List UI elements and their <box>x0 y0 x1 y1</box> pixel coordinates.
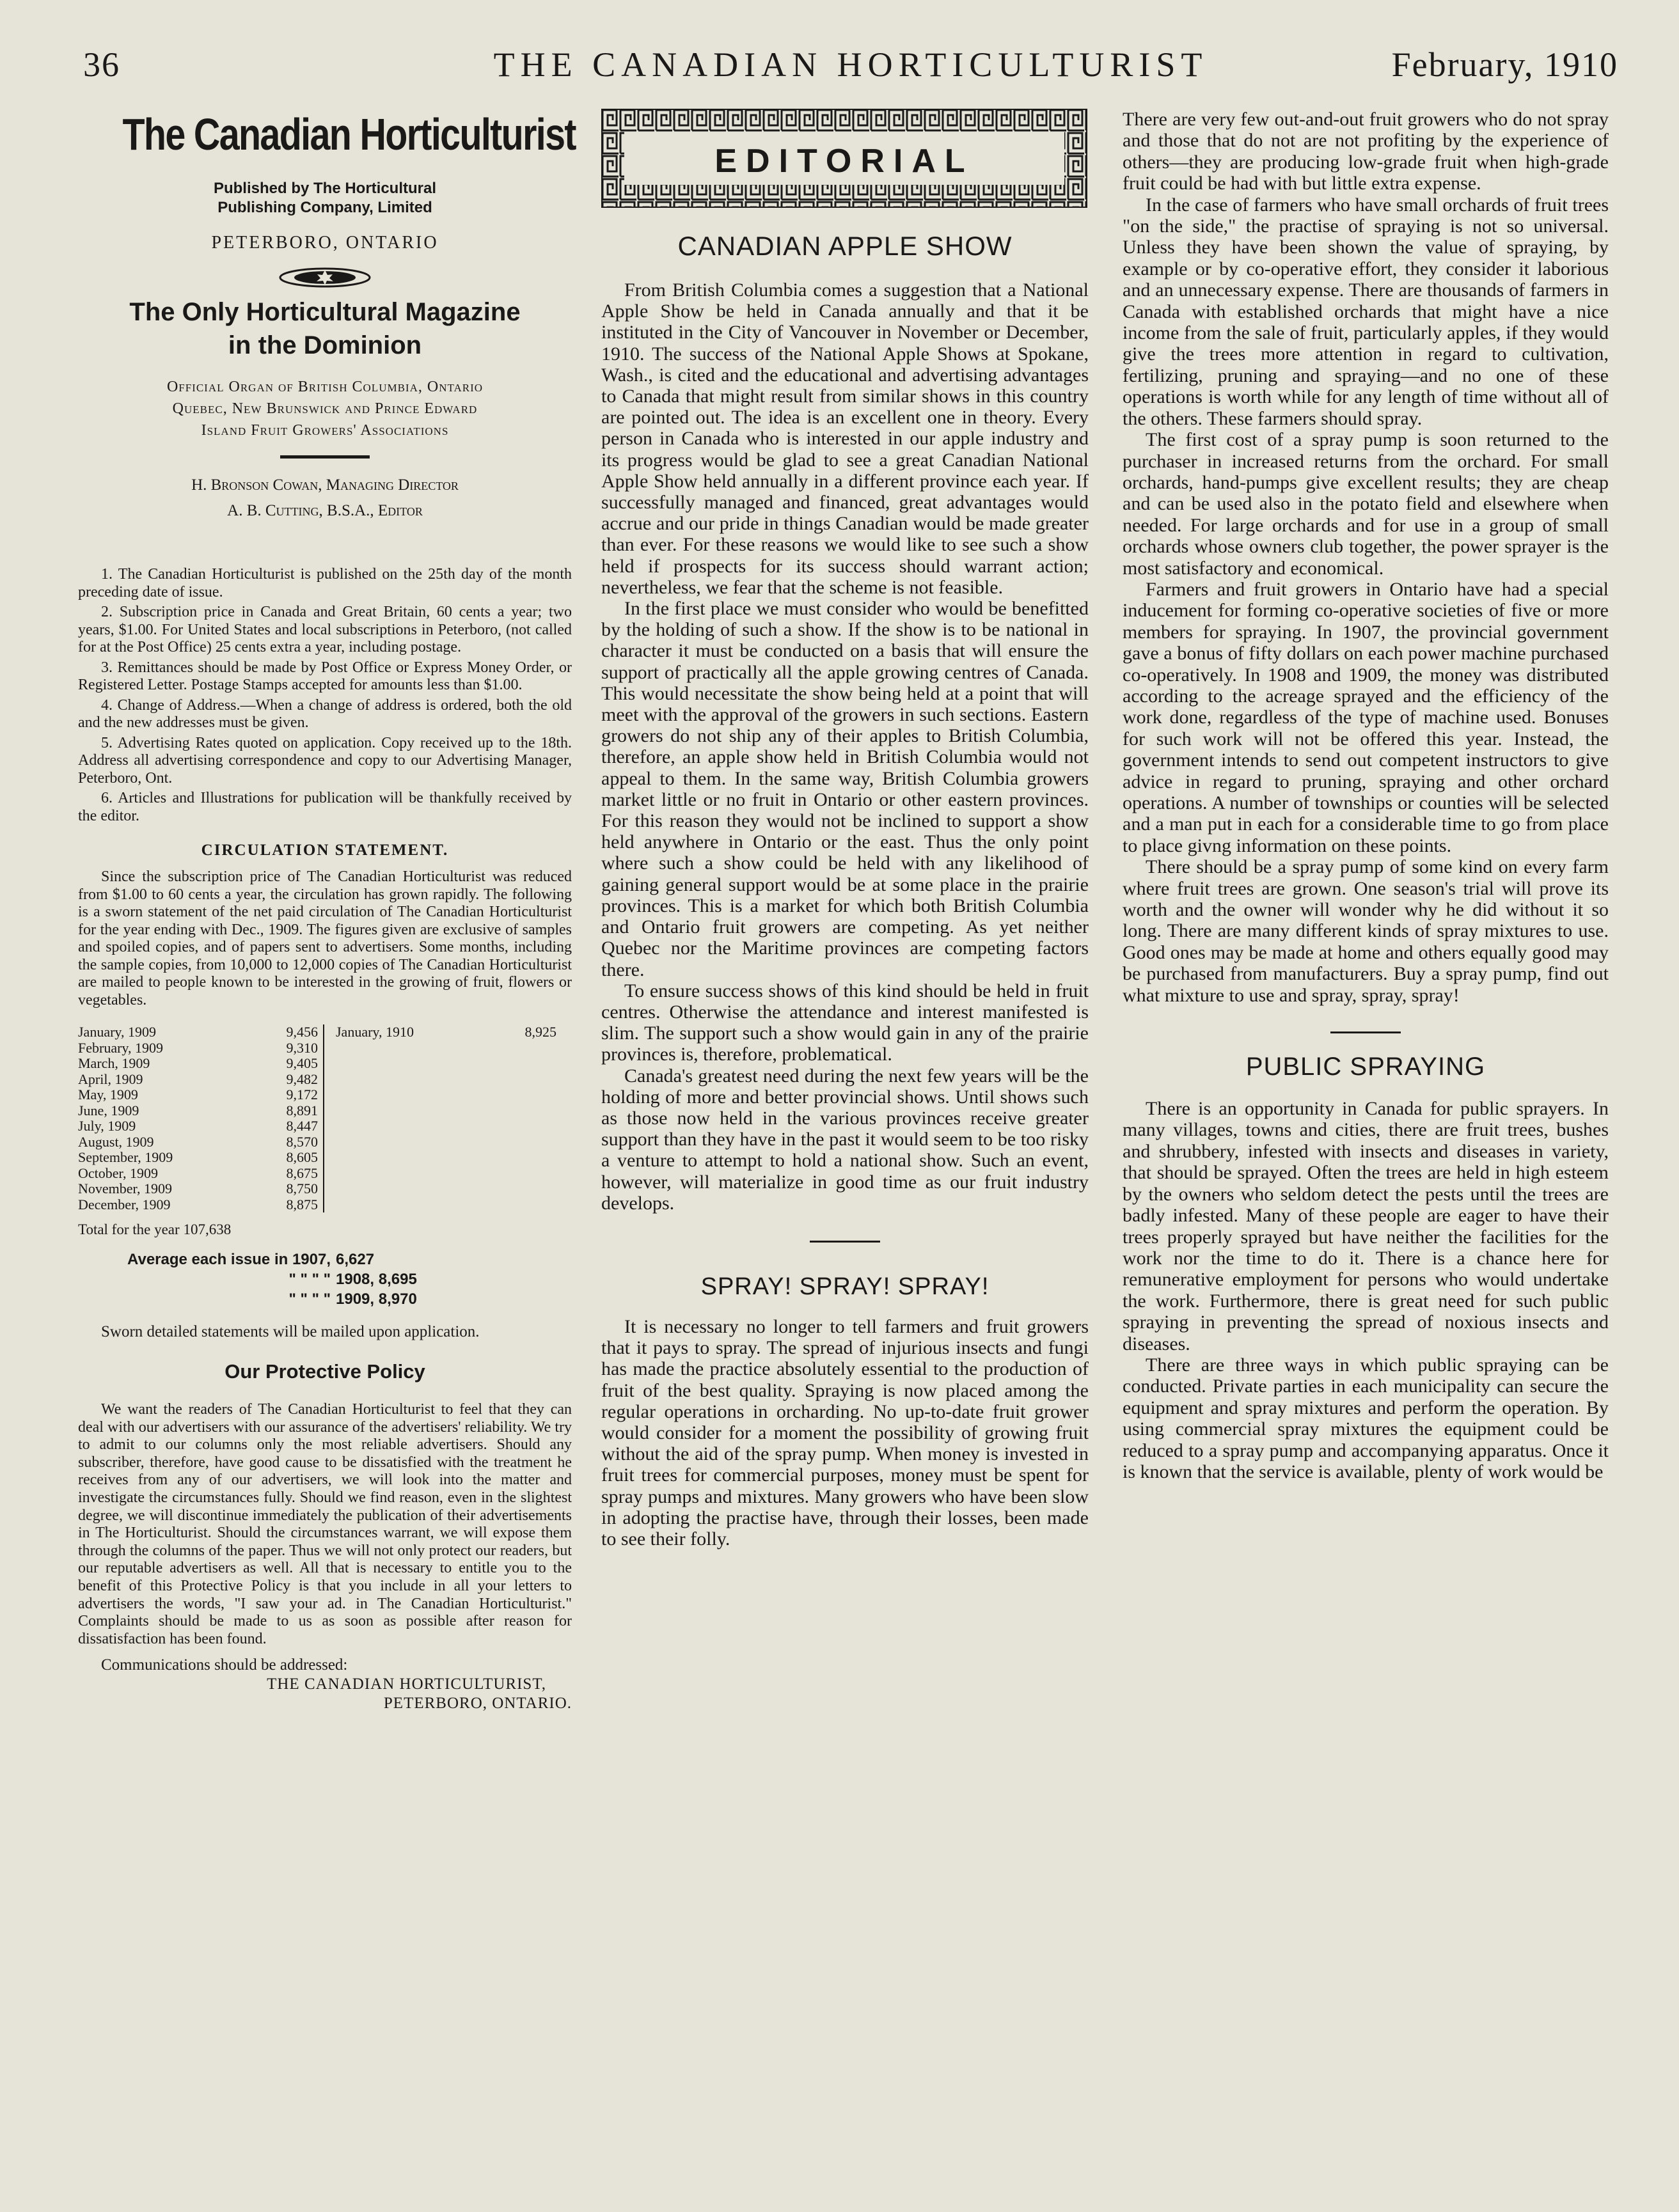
policy-text: We want the readers of The Canadian Horticulturist to feel that they can deal with our advertisers with our assurance of the advertisers' reliability. We try to admit to our columns only the most reliable advertisers. Should any subscriber, therefore, have good cause to be dissatisfied with the treatment he receives from any of our advertisers, we will look into the matter and investigate the circumstances fully. Should we find reason, even in the slightest degree, we will discontinue immediately the publication of their advertisements in The Horticulturist. Should the circumstances warrant, we will expose them through the columns of the paper. Thus we will not only protect our readers, but our reputable advertisers as well. All that is necessary to entitle you to the benefit of this Protective Policy is that you include in all your letters to advertisers the words, "I saw your ad. in The Canadian Horticulturist." Complaints should be made to us as soon as possible after reason for dissatisfaction has been found. <box>78 1401 572 1647</box>
table-row <box>78 1181 318 1197</box>
organ-line: Island Fruit Growers' Associations <box>201 422 449 439</box>
month-label: May, 1909 <box>78 1086 138 1102</box>
table-row <box>78 1040 318 1056</box>
total-value: 107,638 <box>183 1221 232 1237</box>
month-value: 9,310 <box>286 1039 318 1056</box>
terms-item: 2. Subscription price in Canada and Great Britain, 60 cents a year; two years, $1.00. For United States and local subscriptions in Peterboro, (not called for at the Post Office) 25 cents extra a year, including postage. <box>78 604 572 655</box>
terms-item: 3. Remittances should be made by Post Office or Express Money Order, or Registered Letter. Postage Stamps accepted for amounts less than $1.00. <box>78 659 572 693</box>
page-header <box>83 40 1618 84</box>
month-value: 8,925 <box>524 1024 556 1040</box>
month-label: December, 1909 <box>78 1196 171 1212</box>
public-spraying-heading: PUBLIC SPRAYING <box>1245 1053 1486 1081</box>
terms-item: 4. Change of Address.—When a change of address is ordered, both the old and the new addresses must be given. <box>78 696 572 731</box>
total-label: Total for the year <box>78 1221 180 1237</box>
terms-item: 6. Articles and Illustrations for publication will be thankfully received by the editor. <box>78 790 572 824</box>
month-label: April, 1909 <box>78 1071 143 1087</box>
circulation-intro <box>78 868 572 1009</box>
table-row <box>78 1118 318 1134</box>
average-issue <box>78 1250 572 1309</box>
managing-director: H. Bronson Cowan, Managing Director <box>191 476 459 494</box>
public-spraying-article <box>1123 1098 1609 1482</box>
right-column <box>1123 109 1609 1482</box>
terms-item: 5. Advertising Rates quoted on application. Copy received up to the 18th. Address all advertising correspondence and copy to our Advertising Manager, Peterboro, Ont. <box>78 734 572 787</box>
policy-heading: Our Protective Policy <box>225 1360 425 1383</box>
tagline-line: in the Dominion <box>228 331 422 359</box>
month-value: 9,405 <box>286 1055 318 1071</box>
publisher-info <box>78 179 572 217</box>
issue-date: February, 1910 <box>1391 45 1618 84</box>
month-value: 8,875 <box>286 1196 318 1212</box>
paragraph: There are three ways in which public spraying can be conducted. Private parties in each municipality can secure the equipment and spray mixtures and perform the operation. By using commercial spray mixtures the equipment could be reduced to a spray pump and accompanying apparatus. Once it is known that the service is available, plenty of work would be <box>1123 1354 1609 1482</box>
official-organ <box>78 376 572 441</box>
paragraph: The first cost of a spray pump is soon returned to the purchaser in increased returns from the orchard. For small orchards, hand-pumps give excellent results; they are cheap and can be used also in the potato field and elsewhere when needed. For large orchards and for use in a group of small orchards whose owners club together, the power sprayer is the most satisfactory and economical. <box>1123 429 1609 579</box>
month-label: August, 1909 <box>78 1133 154 1150</box>
left-column <box>78 109 576 1713</box>
circulation-total <box>78 1221 572 1238</box>
spray-heading: SPRAY! SPRAY! SPRAY! <box>700 1273 989 1300</box>
policy-body <box>78 1401 572 1648</box>
communications-text: Communications should be addressed: <box>101 1656 348 1674</box>
table-row <box>78 1024 318 1040</box>
paragraph: In the first place we must consider who would be benefitted by the holding of such a show. If the show is to be national in character it must be conducted on a basis that will ensure the support of practically all the apple growing centres of Canada. This would necessitate the show being held at a point that will meet with the approval of the growers in such sections. Eastern growers do not ship any of their apples to British Columbia, therefore, an apple show held in British Columbia would not appeal to them. In the same way, British Columbia growers market little or no fruit in Ontario or other eastern provinces. For this reason they would not be inclined to support a show held anywhere in Ontario or the east. Thus the only point where such a show could be held with any likelihood of gaining general support would be at some place in the prairie provinces. This is a market for which both British Columbia and Ontario fruit growers are competing. As yet neither Quebec nor the Maritime provinces are competing factors there. <box>601 598 1089 980</box>
journal-title: THE CANADIAN HORTICULTURIST <box>493 45 1208 84</box>
tagline-line: The Only Horticultural Magazine <box>129 298 521 326</box>
month-label: November, 1909 <box>78 1181 172 1196</box>
month-label: January, 1910 <box>336 1024 414 1040</box>
maple-leaf-emblem-icon <box>277 265 373 290</box>
avg-value: 1909, 8,970 <box>336 1290 417 1308</box>
circulation-heading: CIRCULATION STATEMENT. <box>201 842 449 859</box>
table-row <box>78 1197 318 1213</box>
table-row <box>78 1166 318 1182</box>
staff-list <box>78 473 572 524</box>
month-value: 8,750 <box>286 1181 318 1196</box>
circulation-intro-text: Since the subscription price of The Canadian Horticulturist was reduced from $1.00 to 60 cents a year, the circulation has grown rapidly. The following is a sworn statement of the net paid circulation of The Canadian Horticulturist for the year ending with Dec., 1909. The figures given are exclusive of samples and spoiled copies, and of papers sent to advertisers. Some months, including the sample copies, from 10,000 to 12,000 copies of The Canadian Horticulturist are mailed to people known to be interested in the growing of fruit, flowers or vegetables. <box>78 868 572 1008</box>
month-label: February, 1909 <box>78 1039 163 1056</box>
spray-article-start <box>601 1316 1089 1549</box>
sworn-text: Sworn detailed statements will be mailed upon application. <box>101 1323 480 1340</box>
table-row <box>78 1103 318 1119</box>
apple-show-heading: CANADIAN APPLE SHOW <box>677 231 1013 261</box>
apple-show-article <box>601 279 1089 1214</box>
mailing-address <box>78 1675 572 1713</box>
month-value: 8,605 <box>286 1149 318 1165</box>
table-row <box>78 1134 318 1150</box>
page-number: 36 <box>83 45 120 84</box>
table-row <box>78 1056 318 1072</box>
month-label: June, 1909 <box>78 1102 139 1118</box>
table-row <box>78 1072 318 1088</box>
month-value: 8,447 <box>286 1118 318 1134</box>
avg-label: " " " " <box>288 1290 331 1308</box>
month-value: 9,482 <box>286 1071 318 1087</box>
address-line: THE CANADIAN HORTICULTURIST, <box>267 1675 546 1693</box>
spray-article-continued <box>1123 109 1609 1006</box>
month-value: 8,570 <box>286 1133 318 1150</box>
month-label: September, 1909 <box>78 1149 173 1165</box>
editor-name: A. B. Cutting, B.S.A., Editor <box>227 502 423 519</box>
masthead-title: The Canadian Horticulturist <box>122 109 576 159</box>
organ-line: Quebec, New Brunswick and Prince Edward <box>172 400 478 417</box>
month-label: July, 1909 <box>78 1118 136 1134</box>
editorial-banner <box>601 109 1087 208</box>
month-value: 8,891 <box>286 1102 318 1118</box>
month-label: October, 1909 <box>78 1165 158 1181</box>
month-value: 8,675 <box>286 1165 318 1181</box>
paragraph: To ensure success shows of this kind should be held in fruit centres. Otherwise the attendance and interest manifested is slim. The support such a show would gain in any of the prairie provinces is, therefore, problematical. <box>601 980 1089 1065</box>
avg-label: " " " " <box>288 1271 331 1288</box>
center-column <box>601 109 1089 1549</box>
paragraph: In the case of farmers who have small orchards of fruit trees "on the side," the practise of spraying is not so universal. Unless they have been shown the value of spraying, by example or by co-operative effort, they consider it laborious and an unnecessary expense. There are thousands of farmers in Canada with established orchards that might have a nice income from the sale of fruit, particularly apples, if they would give the trees more attention in regard to cultivation, fertilizing, pruning and spraying—and no one of these operations is worth while for any length of time without all of the others. These farmers should spray. <box>1123 194 1609 429</box>
avg-value: 6,627 <box>336 1251 375 1268</box>
communications-note <box>78 1656 572 1675</box>
avg-label: Average each issue in 1907, <box>127 1251 331 1268</box>
divider <box>1330 1031 1401 1033</box>
avg-value: 1908, 8,695 <box>336 1271 417 1288</box>
paragraph: Farmers and fruit growers in Ontario have had a special inducement for forming co-operative societies of five or more members for spraying. In 1907, the provincial government gave a bonus of fifty dollars on each power machine purchased co-operatively. In 1908 and 1909, the money was distributed according to the acreage sprayed and the efficiency of the work done, regardless of the type of machine used. Bonuses for such work will not be offered this year. Instead, the government intends to send out competent instructors to give advice in regard to pruning, spraying and other orchard operations. A number of townships or counties will be selected and a man put in each for a considerable time to go from place to place givng information on these points. <box>1123 578 1609 856</box>
month-label: January, 1909 <box>78 1024 156 1040</box>
tagline <box>78 295 572 362</box>
divider <box>280 455 370 459</box>
table-row <box>78 1087 318 1103</box>
publisher-line: Published by The Horticultural <box>213 180 437 197</box>
table-row <box>78 1150 318 1166</box>
month-value: 9,172 <box>286 1086 318 1102</box>
address-line: PETERBORO, ONTARIO. <box>383 1695 572 1713</box>
table-row <box>336 1024 556 1040</box>
paragraph: There is an opportunity in Canada for public sprayers. In many villages, towns and cities, there are fruit trees, bushes and shrubbery, infested with insects and diseases in variety, that should be sprayed. Often the trees are held in high esteem by the owners who seldom detect the pests until the trees are badly infested. Many of these people are eager to have their trees properly sprayed but have neither the facilities for the work nor the time to do it. There is a chance here for remunerative employment for persons who would undertake the work. Furthermore, there is great need for such public spraying in preventing the spread of noxious insects and diseases. <box>1123 1098 1609 1354</box>
paragraph: There should be a spray pump of some kind on every farm where fruit trees are grown. One season's trial will prove its worth and the owner will wonder why he did without it so long. There are many different kinds of spray mixtures to use. Good ones may be made at home and others equally good may be purchased from manufacturers. Buy a spray pump, find out what mixture to use and spray, spray, spray! <box>1123 856 1609 1006</box>
paragraph: There are very few out-and-out fruit growers who do not spray and those that do not are not profiting by the experience of others—they are producing low-grade fruit when high-grade fruit could be had with but little extra expense. <box>1123 109 1609 194</box>
month-label: March, 1909 <box>78 1055 150 1071</box>
circulation-1910 <box>324 1024 556 1212</box>
publisher-city: PETERBORO, ONTARIO <box>211 233 439 253</box>
sworn-note <box>78 1323 572 1341</box>
terms-item: 1. The Canadian Horticulturist is published on the 25th day of the month preceding date of issue. <box>78 566 572 600</box>
circulation-table <box>78 1024 572 1212</box>
paragraph: It is necessary no longer to tell farmers and fruit growers that it pays to spray. The spread of injurious insects and fungi has made the practice absolutely essential to the production of fruit of the best quality. Spraying is now placed among the regular operations in orcharding. No up-to-date fruit grower would consider for a moment the possibility of growing fruit without the aid of the spray pump. When money is invested in fruit trees for commercial purposes, money must be spent for spray pumps and mixtures. Many growers who have been slow in adopting the practise have, through their losses, been made to see their folly. <box>601 1315 1089 1549</box>
paragraph: Canada's greatest need during the next few years will be the holding of more and better provincial shows. Until shows such as those now held in the various provinces receive greater support than they have in the past it would seem to be too risky a venture to attempt to hold a national show. Such an event, however, will materialize in good time as our fruit industry develops. <box>601 1065 1089 1214</box>
publisher-line: Publishing Company, Limited <box>217 199 432 216</box>
paragraph: From British Columbia comes a suggestion that a National Apple Show be held in Canada annually and that it be instituted in the City of Vancouver in November or December, 1910. The success of the National Apple Shows at Spokane, Wash., is cited and the educational and advertising advantages to Canada that might result from similar shows in this country are pointed out. The idea is an excellent one in theory. Every person in Canada who is interested in our apple industry and its progress would be glad to see a great Canadian National Apple Show held annually in a different province each year. If successfully managed and financed, great advantages would accrue and our pride in things Canadian would be made greater than ever. For these reasons we would like to see such a show held if prospects for its success should warrant action; nevertheless, we fear that the scheme is not feasible. <box>601 279 1089 598</box>
month-value: 9,456 <box>286 1024 318 1040</box>
divider <box>810 1241 880 1243</box>
organ-line: Official Organ of British Columbia, Ontario <box>166 379 484 395</box>
editorial-label: EDITORIAL <box>714 143 974 180</box>
circulation-months-1909 <box>78 1024 324 1212</box>
subscription-terms <box>78 566 572 825</box>
